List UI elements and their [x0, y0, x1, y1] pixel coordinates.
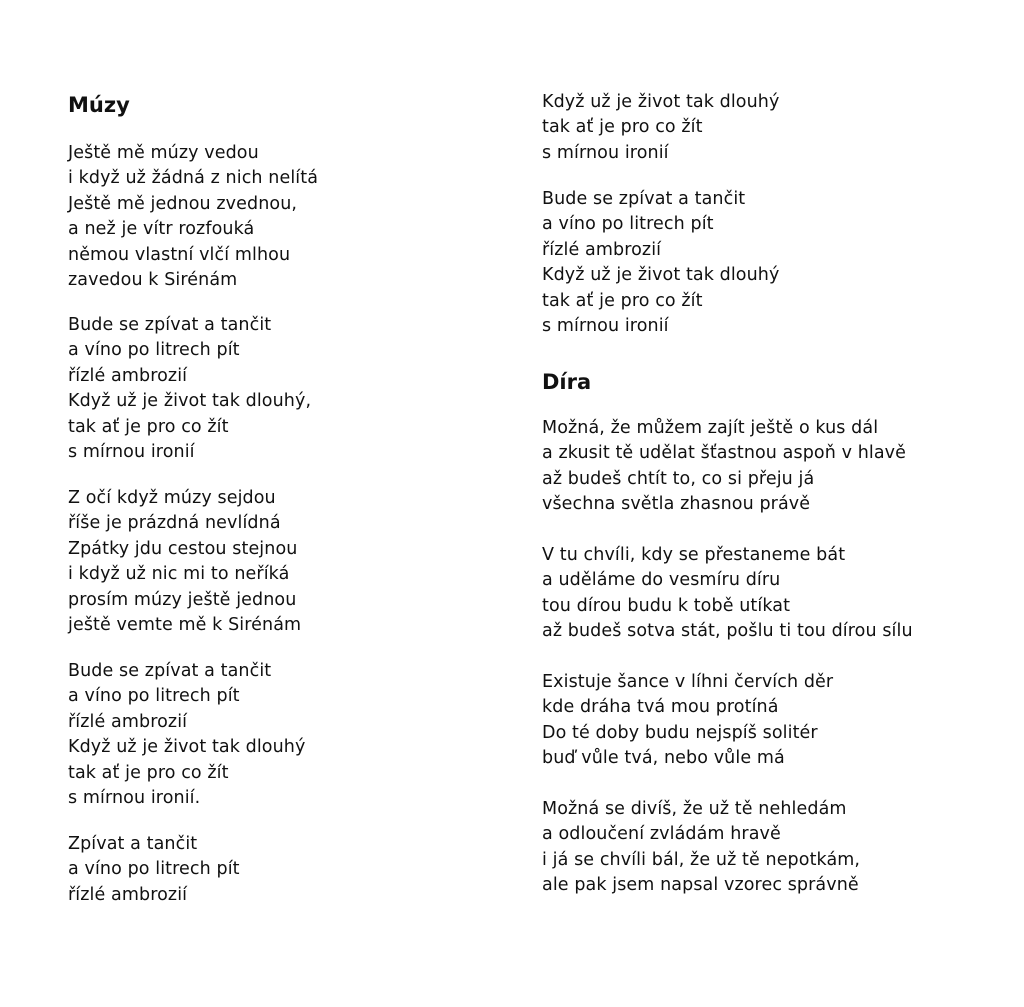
poem-line: Když už je život tak dlouhý	[68, 737, 306, 758]
stanza	[542, 187, 779, 339]
poem-line: říše je prázdná nevlídná	[68, 513, 281, 534]
poem-line: a víno po litrech pít	[68, 340, 240, 361]
poem-line: a odloučení zvládám hravě	[542, 824, 781, 845]
stanza	[542, 670, 833, 772]
poem-line: prosím múzy ještě jednou	[68, 589, 297, 610]
poem-line: řízlé ambrozií	[542, 239, 662, 260]
poem-line: Když už je život tak dlouhý,	[68, 391, 312, 412]
poem-line: Bude se zpívat a tančit	[68, 315, 272, 335]
poem-line: a než je vítr rozfouká	[68, 219, 255, 240]
poem-line: buď vůle tvá, nebo vůle má	[542, 748, 785, 769]
poem-line: Bude se zpívat a tančit	[542, 189, 746, 209]
poem-line: s mírnou ironií	[542, 142, 669, 163]
poem-title-muzy: Múzy	[68, 93, 130, 117]
poem-line: zavedou k Sirénám	[68, 270, 238, 291]
poem-line: i když už žádná z nich nelítá	[68, 168, 319, 189]
poem-line: i já se chvíli bál, že už tě nepotkám,	[542, 849, 861, 870]
stanza	[542, 543, 913, 645]
stanza	[68, 659, 305, 811]
poem-line: a zkusit tě udělat šťastnou aspoň v hlavě	[542, 443, 906, 464]
poem-line: i když už nic mi to neříká	[68, 564, 290, 585]
poem-line: a víno po litrech pít	[68, 859, 240, 880]
poem-line: řízlé ambrozií	[68, 884, 188, 905]
stanza	[542, 797, 860, 899]
poem-line: V tu chvíli, kdy se přestaneme bát	[542, 545, 846, 565]
poem-title-dira: Díra	[542, 370, 592, 394]
poem-line: Ještě mě múzy vedou	[68, 143, 259, 163]
stanza	[542, 416, 906, 518]
poem-line: a víno po litrech pít	[542, 214, 714, 235]
poem-line: tak ať je pro co žít	[542, 117, 703, 138]
poem-line: Ještě mě jednou zvednou,	[68, 193, 298, 214]
poem-line: řízlé ambrozií	[68, 365, 188, 386]
poem-line: Když už je život tak dlouhý	[542, 92, 780, 112]
poem-line: s mírnou ironií.	[68, 788, 201, 809]
poem-line: Do té doby budu nejspíš solitér	[542, 722, 818, 743]
stanza	[68, 141, 318, 293]
stanza	[68, 832, 240, 908]
poem-line: tak ať je pro co žít	[542, 290, 703, 311]
poem-line: Zpátky jdu cestou stejnou	[68, 538, 298, 559]
poem-line: Z očí když múzy sejdou	[68, 488, 276, 508]
poem-line: až budeš chtít to, co si přeju já	[542, 468, 815, 489]
poem-line: tou dírou budu k tobě utíkat	[542, 595, 791, 616]
poem-line: Existuje šance v líhni červích děr	[542, 672, 834, 692]
poem-line: ještě vemte mě k Sirénám	[68, 615, 302, 636]
poem-line: Zpívat a tančit	[68, 834, 198, 854]
poem-line: s mírnou ironií	[68, 442, 195, 463]
poem-line: všechna světla zhasnou právě	[542, 494, 811, 515]
poem-line: a víno po litrech pít	[68, 686, 240, 707]
poem-line: tak ať je pro co žít	[68, 416, 229, 437]
poem-line: až budeš sotva stát, pošlu ti tou dírou sílu	[542, 621, 913, 642]
poem-line: němou vlastní vlčí mlhou	[68, 244, 291, 265]
poem-line: Možná se divíš, že už tě nehledám	[542, 799, 847, 819]
poem-line: tak ať je pro co žít	[68, 762, 229, 783]
poem-line: Když už je život tak dlouhý	[542, 265, 780, 286]
poem-line: ale pak jsem napsal vzorec správně	[542, 875, 859, 896]
poem-line: Bude se zpívat a tančit	[68, 661, 272, 681]
stanza	[68, 313, 311, 465]
poem-line: Možná, že můžem zajít ještě o kus dál	[542, 418, 879, 438]
poem-line: řízlé ambrozií	[68, 711, 188, 732]
stanza	[68, 486, 301, 638]
poem-line: a uděláme do vesmíru díru	[542, 570, 781, 591]
poem-line: s mírnou ironií	[542, 316, 669, 337]
stanza	[542, 90, 779, 166]
poem-line: kde dráha tvá mou protíná	[542, 697, 779, 718]
